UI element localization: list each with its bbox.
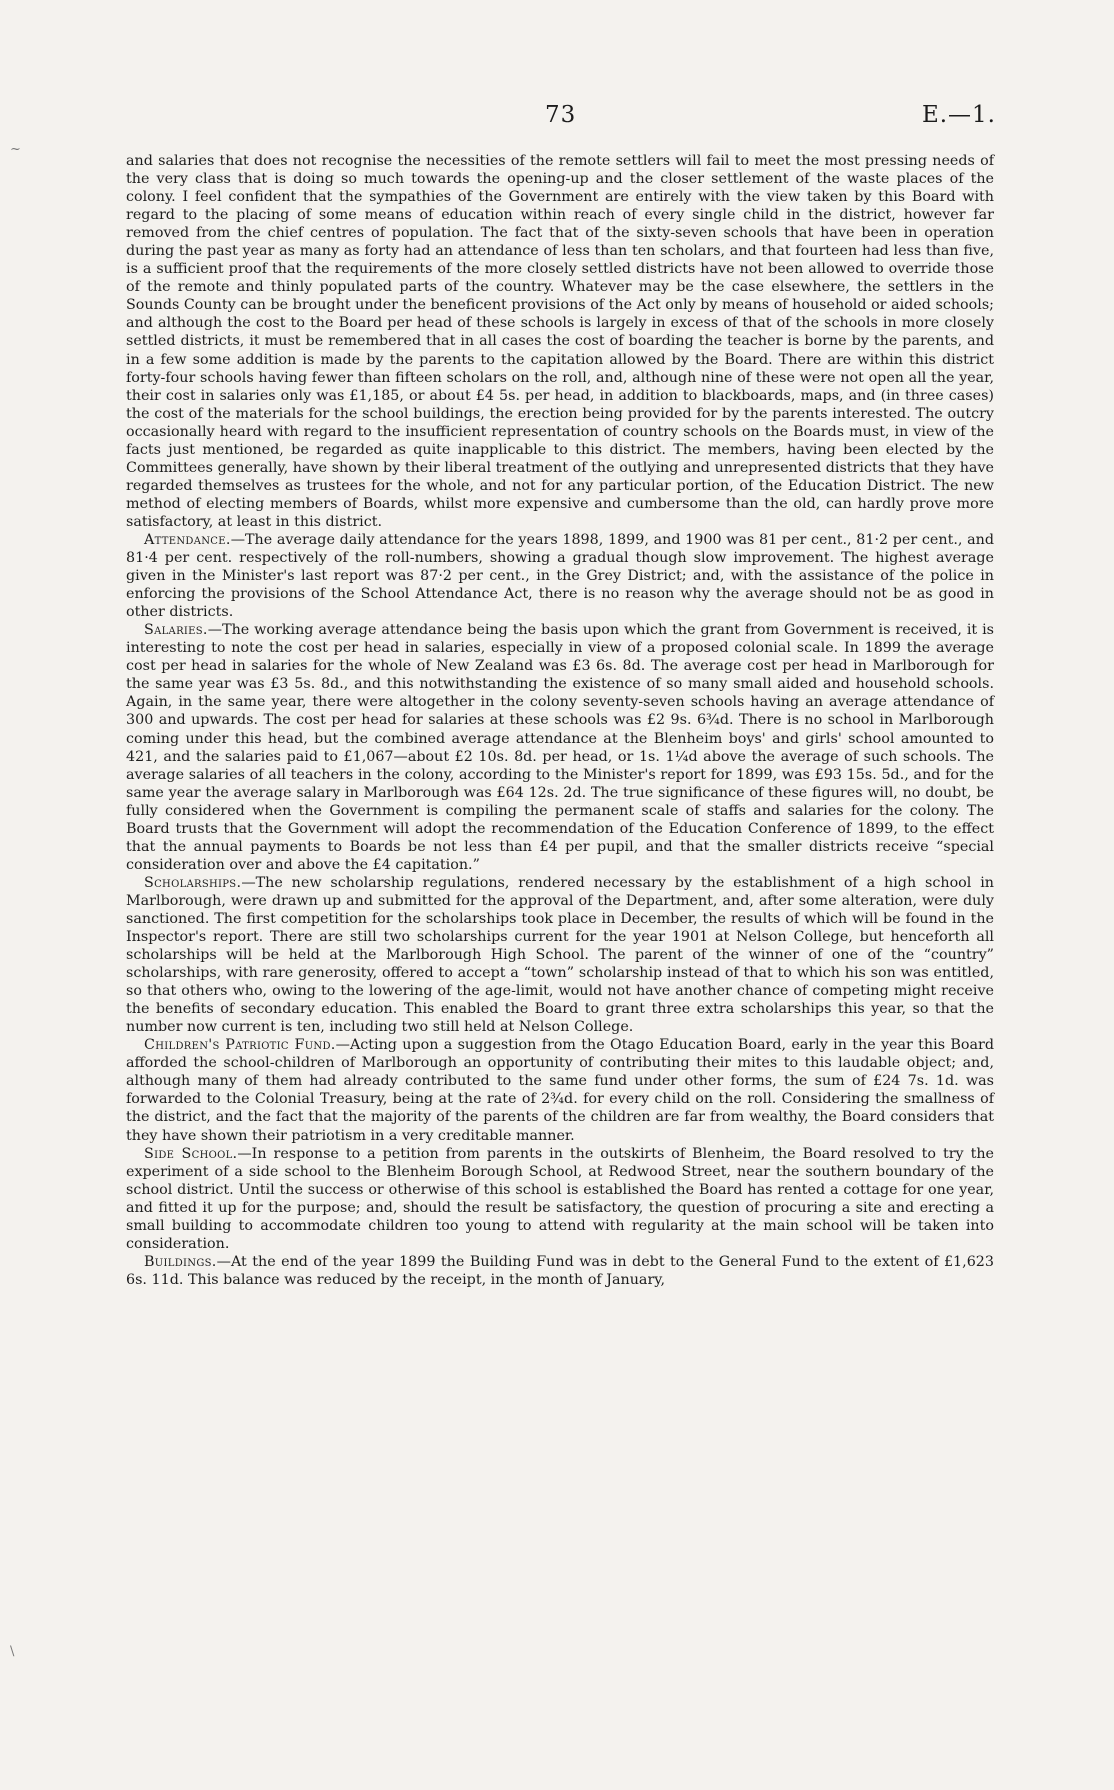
paragraph-text: —The new scholarship regulations, rendered necessary by the establishment of a high school in Marlborough, were drawn up and submitted for the approval of the Department, and, after some alteration, were duly sanctioned. The first competition for the scholarships took place in December, the results of which will be found in the Inspector's report. There are still two scholarships current for the year 1901 at Nelson College, but henceforth all scholarships will be held at the Marlborough High School. The parent of the winner of one of the “country” scholarships, with rare generosity, offered to accept a “town” scholarship instead of that to which his son was entitled, so that others who, owing to the lowering of the age-limit, would not have another chance of competing might receive the benefits of secondary education. This enabled the Board to grant three extra scholarships this year, so that the number now current is ten, including two still held at Nelson College.: [126, 874, 994, 1036]
paragraph-intro: [126, 152, 994, 531]
section-heading: Scholarships.: [144, 874, 242, 891]
paragraph-text: —The average daily attendance for the years 1898, 1899, and 1900 was 81 per cent., 81·2 per cent., and 81·4 per cent. respectively of the roll-numbers, showing a gradual though slow improvement. The highest average given in the Minister's last report was 87·2 per cent., in the Grey District; and, with the assistance of the police in enforcing the provisions of the School Attendance Act, there is no reason why the average should not be as good in other districts.: [126, 531, 994, 621]
report-code: E.—1.: [921, 102, 996, 128]
section-heading: Attendance.: [144, 531, 231, 548]
margin-mark: ~: [10, 142, 21, 157]
body-text: [126, 152, 994, 1289]
page-number: 73: [545, 102, 577, 128]
section-heading: Salaries.: [144, 622, 208, 639]
paragraph-text: —The working average attendance being the basis upon which the grant from Government is received, it is interesting to note the cost per head in salaries, especially in view of a proposed colonial scale. In 1899 the average cost per head in salaries for the whole of New Zealand was £3 6s. 8d. The average cost per head in Marlborough for the same year was £3 5s. 8d., and this notwithstanding the existence of so many small aided and household schools. Again, in the same year, there were altogether in the colony seventy-seven schools having an average attendance of 300 and upwards. The cost per head for salaries at these schools was £2 9s. 6¾d. There is no school in Marlborough coming under this head, but the combined average attendance at the Blenheim boys' and girls' school amounted to 421, and the salaries paid to £1,067—about £2 10s. 8d. per head, or 1s. 1¼d above the average of such schools. The average salaries of all teachers in the colony, according to the Minister's report for 1899, was £93 15s. 5d., and for the same year the average salary in Marlborough was £64 12s. 2d. The true significance of these figures will, no doubt, be fully considered when the Government is compiling the permanent scale of staffs and salaries for the colony. The Board trusts that the Government will adopt the recommendation of the Education Conference of 1899, to the effect that the annual payments to Boards be not less than £4 per pupil, and that the smaller districts receive “special consideration over and above the £4 capitation.”: [126, 622, 994, 873]
paragraph-scholarships: [126, 874, 994, 1036]
page-header: [0, 102, 1114, 132]
paragraph-patriotic-fund: [126, 1036, 994, 1144]
paragraph-attendance: [126, 531, 994, 621]
paragraph-text: and salaries that does not recognise the necessities of the remote settlers will fail to meet the most pressing needs of the very class that is doing so much towards the opening-up and the closer settlement of the waste places of the colony. I feel confident that the sympathies of the Government are entirely with the view taken by this Board with regard to the placing of some means of education within reach of every single child in the district, however far removed from the chief centres of population. The fact that of the sixty-seven schools that have been in operation during the past year as many as forty had an attendance of less than ten scholars, and that fourteen had less than five, is a sufficient proof that the requirements of the more closely settled districts have not been allowed to override those of the remote and thinly populated parts of the country. Whatever may be the case elsewhere, the settlers in the Sounds County can be brought under the beneficent provisions of the Act only by means of household or aided schools; and although the cost to the Board per head of these schools is largely in excess of that of the schools in more closely settled districts, it must be remembered that in all cases the cost of boarding the teacher is borne by the parents, and in a few some addition is made by the parents to the capitation allowed by the Board. There are within this district forty-four schools having fewer than fifteen scholars on the roll, and, although nine of these were not open all the year, their cost in salaries only was £1,185, or about £4 5s. per head, in addition to blackboards, maps, and (in three cases) the cost of the materials for the school buildings, the erection being provided for by the parents interested. The outcry occasionally heard with regard to the insufficient representation of country schools on the Boards must, in view of the facts just mentioned, be regarded as quite inapplicable to this district. The members, having been elected by the Committees generally, have shown by their liberal treatment of the outlying and unrepresented districts that they have regarded themselves as trustees for the whole, and not for any particular portion, of the Education District. The new method of electing members of Boards, whilst more expensive and cumbersome than the old, can hardly prove more satisfactory, at least in this district.: [126, 153, 994, 530]
section-heading: Buildings.: [144, 1253, 217, 1270]
paragraph-text: —At the end of the year 1899 the Building Fund was in debt to the General Fund to the extent of £1,623 6s. 11d. This balance was reduced by the receipt, in the month of January,: [126, 1253, 994, 1288]
section-heading: Children's Patriotic Fund.: [144, 1037, 336, 1054]
margin-mark: \: [10, 1644, 15, 1659]
paragraph-text: —In response to a petition from parents in the outskirts of Blenheim, the Board resolved to try the experiment of a side school to the Blenheim Borough School, at Redwood Street, near the southern boundary of the school district. Until the success or otherwise of this school is established the Board has rented a cottage for one year, and fitted it up for the purpose; and, should the result be satisfactory, the question of procuring a site and erecting a small building to accommodate children too young to attend with regularity at the main school will be taken into consideration.: [126, 1145, 994, 1252]
paragraph-buildings: [126, 1253, 994, 1289]
paragraph-text: —Acting upon a suggestion from the Otago Education Board, early in the year this Board afforded the school-children of Marlborough an opportunity of contributing their mites to this laudable object; and, although many of them had already contributed to the same fund under other forms, the sum of £24 7s. 1d. was forwarded to the Colonial Treasury, being at the rate of 2¾d. for every child on the roll. Considering the smallness of the district, and the fact that the majority of the parents of the children are far from wealthy, the Board considers that they have shown their patriotism in a very creditable manner.: [126, 1037, 994, 1144]
paragraph-salaries: [126, 621, 994, 874]
paragraph-side-school: [126, 1145, 994, 1253]
section-heading: Side School.: [144, 1145, 238, 1162]
